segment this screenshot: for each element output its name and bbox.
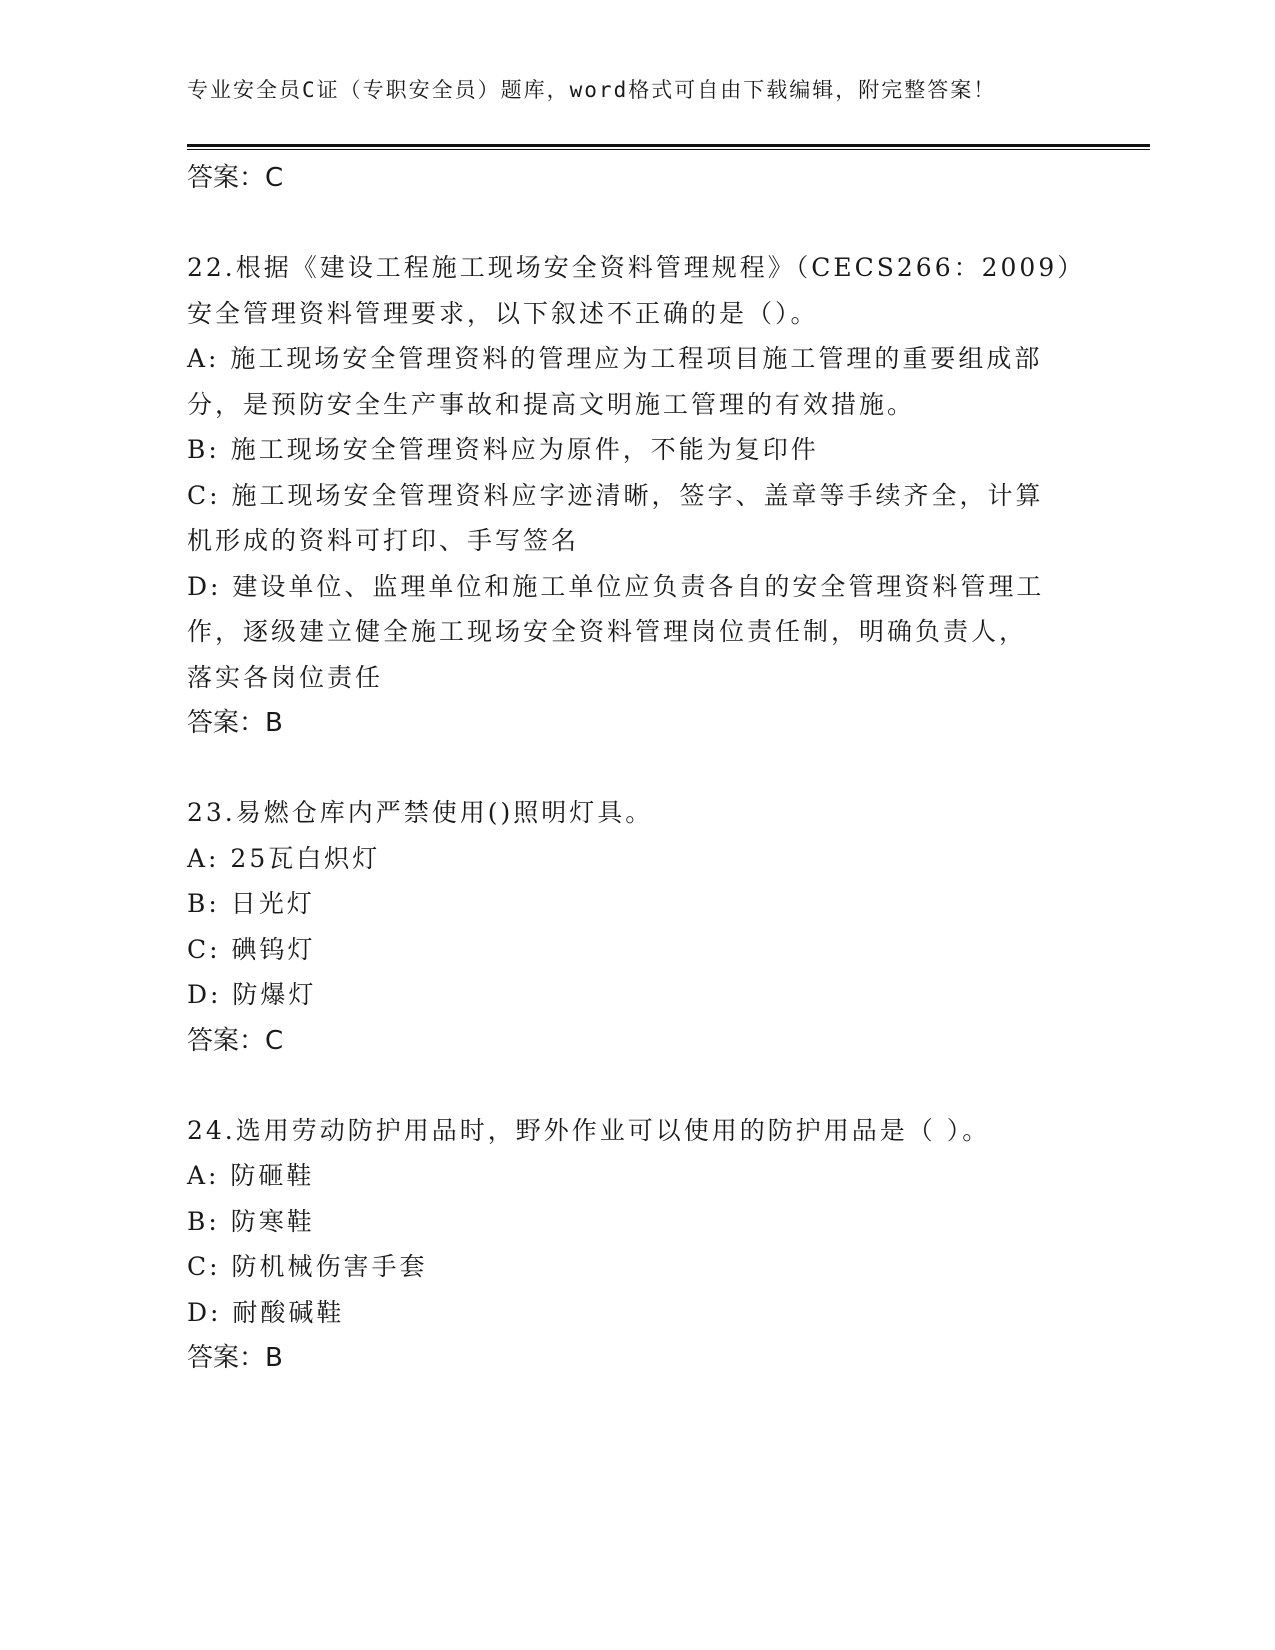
option-b: B: 防寒鞋 (187, 1206, 315, 1236)
spacer (187, 1064, 1067, 1108)
option-a: A: 25瓦白炽灯 (187, 843, 381, 873)
question-22 (187, 245, 1086, 746)
option-d-continued: 作，逐级建立健全施工现场安全资料管理岗位责任制，明确负责人， (187, 617, 1028, 646)
question-stem: 安全管理资料管理要求，以下叙述不正确的是（）。 (187, 298, 819, 328)
option-c: C: 碘钨灯 (187, 934, 316, 964)
option-d: D: 建设单位、监理单位和施工单位应负责各自的安全管理资料管理工 (187, 571, 1045, 601)
option-d: D: 防爆灯 (187, 980, 317, 1009)
header-rule-thin (187, 149, 1150, 150)
option-c: C: 施工现场安全管理资料应字迹清晰，签字、盖章等手续齐全，计算 (187, 480, 1044, 510)
option-b: B: 施工现场安全管理资料应为原件，不能为复印件 (187, 435, 819, 464)
question-stem: 22.根据《建设工程施工现场安全资料管理规程》（CECS266：2009） (187, 253, 1086, 282)
option-c-continued: 机形成的资料可打印、手写签名 (187, 526, 580, 555)
document-body (187, 155, 1086, 1381)
question-24 (187, 1108, 1067, 1382)
question-stem: 23.易燃仓库内严禁使用()照明灯具。 (187, 798, 654, 827)
question-23 (187, 790, 1067, 1064)
option-a-continued: 分，是预防安全生产事故和提高文明施工管理的有效措施。 (187, 389, 916, 419)
option-a: A: 施工现场安全管理资料的管理应为工程项目施工管理的重要组成部 (187, 344, 1043, 373)
previous-answer: 答案：C (187, 163, 284, 193)
spacer (187, 746, 1067, 790)
page-header: 专业安全员C证（专职安全员）题库，word格式可自由下载编辑，附完整答案！ (187, 78, 997, 102)
answer-22: 答案：B (187, 708, 283, 738)
option-a: A: 防砸鞋 (187, 1161, 315, 1190)
question-stem: 24.选用劳动防护用品时，野外作业可以使用的防护用品是（ ）。 (187, 1115, 991, 1145)
answer-23: 答案：C (187, 1025, 284, 1056)
header-rule-thick (187, 144, 1150, 147)
option-d-continued: 落实各岗位责任 (187, 662, 384, 692)
option-b: B: 日光灯 (187, 889, 315, 918)
answer-24: 答案：B (187, 1343, 283, 1373)
spacer (187, 201, 1067, 245)
option-d: D: 耐酸碱鞋 (187, 1297, 345, 1327)
option-c: C: 防机械伤害手套 (187, 1252, 428, 1281)
